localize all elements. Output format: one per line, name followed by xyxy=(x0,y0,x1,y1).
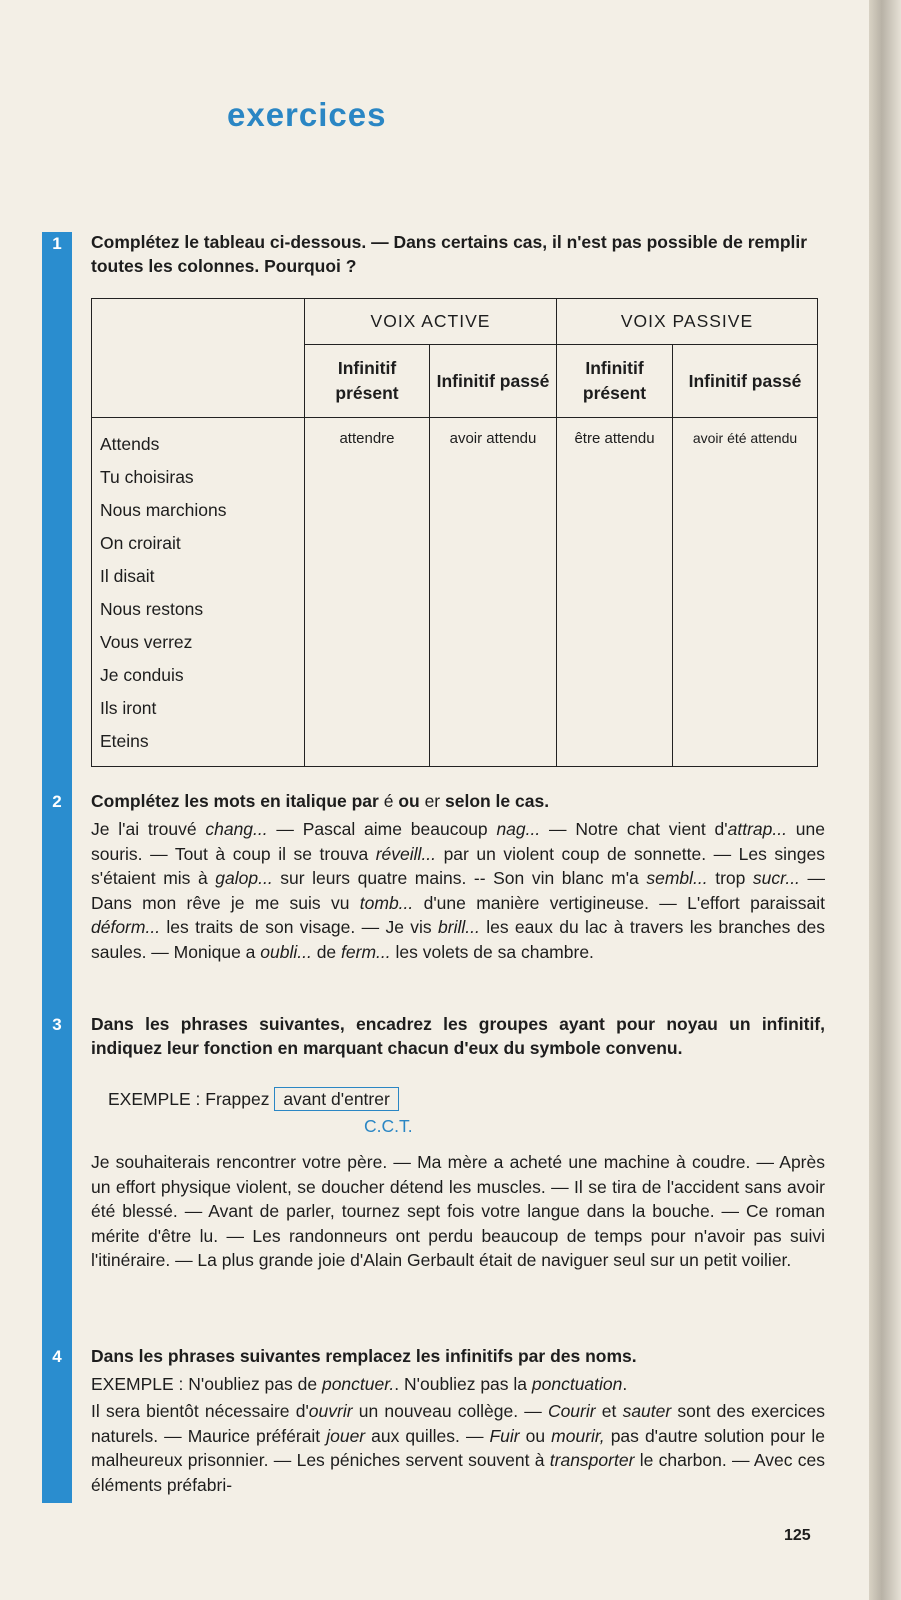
instruction-letter: é xyxy=(383,791,394,811)
text-run: une souris. — Tout à coup il se trouva xyxy=(91,819,825,864)
example-symbol: C.C.T. xyxy=(364,1116,413,1136)
header-active-infinitif-present: Infinitif présent xyxy=(305,345,430,418)
page-title: exercices xyxy=(227,96,387,133)
italic-word: mourir, xyxy=(551,1425,605,1446)
instruction-text: ou xyxy=(393,791,425,811)
text-run: par un violent coup de sonnette. — Les singes s'étaient mis à xyxy=(91,843,825,888)
text-run: et xyxy=(595,1401,623,1421)
italic-word: jouer xyxy=(326,1425,366,1446)
italic-word: chang... xyxy=(205,819,268,839)
text-run: pas d'autre solution pour le malheureux prisonnier. — Les péniches servent souvent à xyxy=(91,1425,825,1470)
text-run: — Dans mon rêve je me suis vu xyxy=(91,868,825,913)
verbs-column xyxy=(92,418,305,767)
verb-item: Attends xyxy=(100,434,160,454)
italic-word: ferm... xyxy=(341,941,391,962)
italic-word: réveill... xyxy=(375,843,437,864)
text-run: les eaux du lac à travers les branches des saules. — Monique a xyxy=(91,917,825,962)
instruction-letter: er xyxy=(424,791,441,811)
text-run: d'une manière vertigineuse. — L'effort paraissait xyxy=(413,892,825,913)
text-run: EXEMPLE : N'oubliez pas de xyxy=(91,1374,322,1394)
conjugation-table xyxy=(91,298,818,767)
italic-word: transporter xyxy=(549,1450,635,1470)
verb-item: Il disait xyxy=(100,566,155,586)
text-run: de xyxy=(311,941,342,962)
exercise-1-instruction: Complétez le tableau ci-dessous. — Dans certains cas, il n'est pas possible de remplir toutes les colonnes. Pourquoi ? xyxy=(91,232,808,276)
italic-word: galop... xyxy=(215,868,273,888)
text-run: le charbon. — Avec ces éléments préfabri- xyxy=(91,1450,825,1495)
italic-word: oubli... xyxy=(260,941,312,962)
italic-word: sauter xyxy=(622,1401,672,1421)
italic-word: sembl... xyxy=(646,868,708,888)
header-voix-passive: VOIX PASSIVE xyxy=(557,299,818,345)
exercise-3-instruction: Dans les phrases suivantes, encadrez les groupes ayant pour noyau un infinitif, indiquez leur fonction en marquant chacun d'eux du symbole convenu. xyxy=(91,1014,825,1058)
exercise-2-text xyxy=(91,817,825,964)
text-run: sur leurs quatre mains. -- Son vin blanc m'a xyxy=(272,868,647,888)
italic-word: Courir xyxy=(547,1401,596,1421)
table-corner xyxy=(92,299,305,418)
instruction-text: selon le cas. xyxy=(440,791,550,811)
margin-bar xyxy=(42,232,72,1503)
header-active-infinitif-passe: Infinitif passé xyxy=(430,345,557,418)
verb-item: Tu choisiras xyxy=(100,467,194,487)
text-run: ou xyxy=(519,1425,552,1446)
exercise-3-example xyxy=(108,1087,608,1112)
exercise-2-instruction xyxy=(91,789,825,813)
verb-item: Nous marchions xyxy=(100,500,227,520)
italic-word: nag... xyxy=(496,819,541,839)
page-edge xyxy=(869,0,901,1600)
italic-word: Fuir xyxy=(489,1425,520,1446)
example-boxed-group: avant d'entrer xyxy=(274,1087,398,1111)
text-run: . xyxy=(622,1374,628,1394)
italic-word: sucr... xyxy=(752,868,800,888)
example-label: EXEMPLE : Frappez xyxy=(108,1089,270,1109)
verb-item: Nous restons xyxy=(100,599,204,619)
italic-word: déform... xyxy=(91,917,161,937)
italic-word: attrap... xyxy=(727,819,787,839)
exercise-4-text xyxy=(91,1399,825,1497)
text-run: — Pascal aime beaucoup xyxy=(267,819,497,839)
text-run: . N'oubliez pas la xyxy=(394,1374,532,1394)
italic-word: tomb... xyxy=(359,892,414,913)
italic-word: ouvrir xyxy=(308,1401,353,1421)
instruction-text: Complétez les mots en italique par xyxy=(91,791,384,811)
exercise-4-instruction: Dans les phrases suivantes remplacez les infinitifs par des noms. xyxy=(91,1346,637,1366)
verb-item: Je conduis xyxy=(100,665,184,685)
verb-item: On croirait xyxy=(100,533,181,553)
text-run: les volets de sa chambre. xyxy=(390,941,594,962)
header-passive-infinitif-present: Infinitif présent xyxy=(557,345,673,418)
answer-cell: attendre xyxy=(305,418,430,767)
header-passive-infinitif-passe: Infinitif passé xyxy=(673,345,818,418)
exercise-number-4: 4 xyxy=(52,1347,62,1366)
exercise-number-3: 3 xyxy=(52,1015,62,1034)
exercise-3-text: Je souhaiterais rencontrer votre père. — Ma mère a acheté une machine à coudre. — Après un effort physique violent, se doucher détend les muscles. — Il se tira de l'accident sans avoir été blessé. — Avant de parler, tournez sept fois votre langue dans la bouche. — Ce roman mérite d'être lu. — Les randonneurs ont perdu beaucoup de temps pour n'avoir pas suivi l'itinéraire. — La plus grande joie d'Alain Gerbault était de naviguer seul sur un petit voilier. xyxy=(91,1152,825,1270)
italic-word: brill... xyxy=(438,917,480,937)
exercise-4-example xyxy=(91,1372,825,1397)
text-run: trop xyxy=(707,868,753,888)
text-run: Je l'ai trouvé xyxy=(91,819,206,839)
exercise-number-1: 1 xyxy=(52,234,62,253)
answer-cell: être attendu xyxy=(557,418,673,767)
exercise-number-2: 2 xyxy=(52,792,62,811)
page-number: 125 xyxy=(784,1527,811,1544)
text-run: un nouveau collège. — xyxy=(352,1401,548,1421)
header-voix-active: VOIX ACTIVE xyxy=(305,299,557,345)
italic-word: ponctuer. xyxy=(321,1374,395,1394)
text-run: sont des exercices naturels. — Maurice préférait xyxy=(91,1401,825,1446)
verb-item: Vous verrez xyxy=(100,632,193,652)
verb-item: Eteins xyxy=(100,731,149,751)
answer-cell: avoir été attendu xyxy=(673,418,818,767)
text-run: — Notre chat vient d' xyxy=(540,819,728,839)
verb-item: Ils iront xyxy=(100,698,157,718)
text-run: aux quilles. — xyxy=(365,1425,490,1446)
text-run: les traits de son visage. — Je vis xyxy=(160,917,439,937)
italic-word: ponctuation xyxy=(531,1374,623,1394)
text-run: Il sera bientôt nécessaire d' xyxy=(91,1401,309,1421)
answer-cell: avoir attendu xyxy=(430,418,557,767)
